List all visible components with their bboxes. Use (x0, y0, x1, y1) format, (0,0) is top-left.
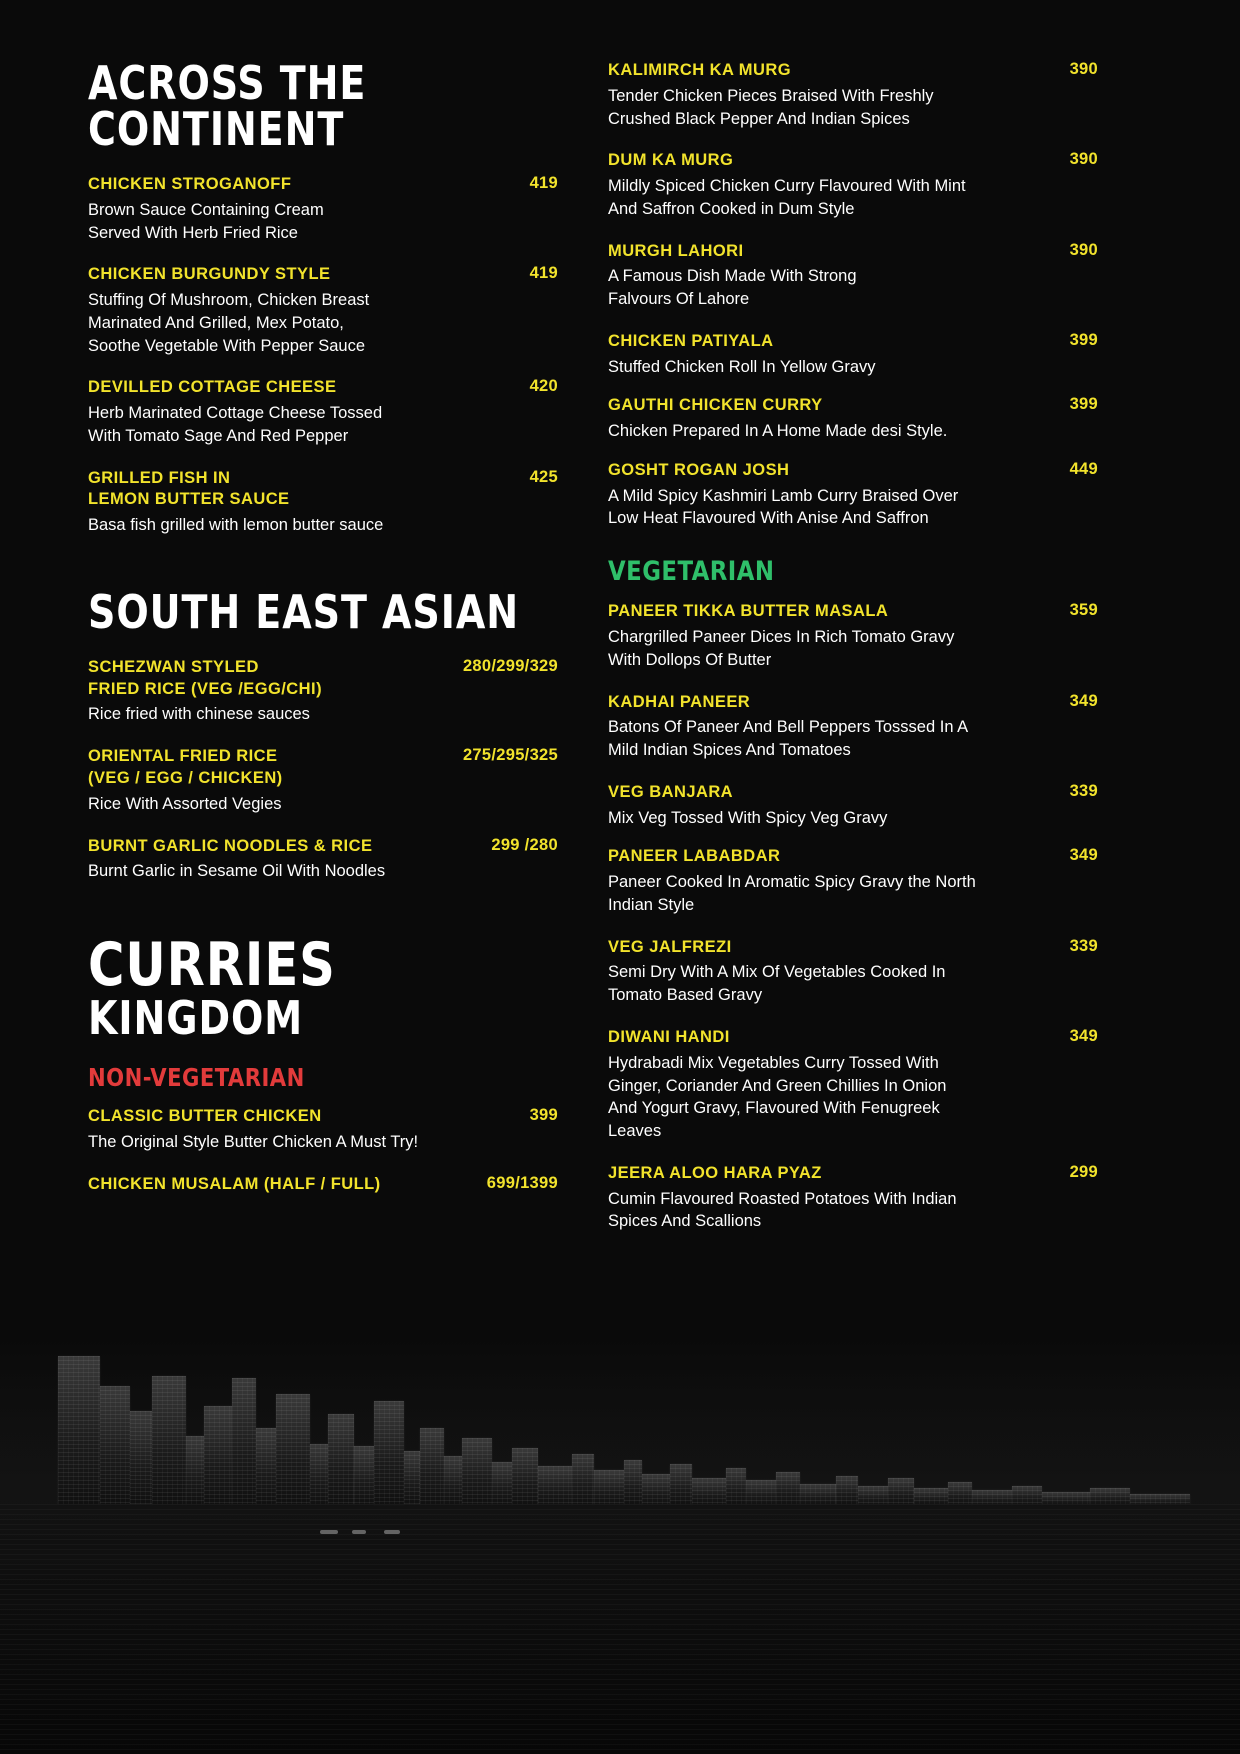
menu-item-name (88, 468, 516, 512)
menu-item-description-line: Paneer Cooked In Aromatic Spicy Gravy the North (608, 873, 976, 892)
menu-item-name: BURNT GARLIC NOODLES & RICE (88, 836, 373, 855)
menu-item-header (88, 657, 558, 701)
menu-item-header (608, 692, 1098, 714)
menu-item-name: KADHAI PANEER (608, 692, 751, 711)
menu-item-header (88, 746, 558, 790)
menu-item-name: DIWANI HANDI (608, 1027, 730, 1046)
menu-item-description-line: With Dollops Of Butter (608, 650, 772, 669)
menu-item-name: PANEER LABABDAR (608, 847, 781, 866)
menu-item-name-line-2: LEMON BUTTER SAUCE (88, 490, 290, 509)
menu-item-description-line: Indian Style (608, 895, 695, 914)
menu-item-name-line-1: ORIENTAL FRIED RICE (88, 747, 278, 766)
menu-item-name: DUM KA MURG (608, 151, 734, 170)
menu-item-description-line: Marinated And Grilled, Mex Potato, (88, 313, 344, 332)
menu-item-header (608, 782, 1098, 804)
menu-item-description-line: Semi Dry With A Mix Of Vegetables Cooked In (608, 963, 946, 982)
menu-item-description-line: Basa fish grilled with lemon butter sauce (88, 516, 384, 535)
menu-item-description-line: Stuffed Chicken Roll In Yellow Gravy (608, 357, 876, 376)
menu-item-header (608, 1027, 1098, 1049)
menu-item-header (88, 468, 558, 512)
menu-item-header (608, 241, 1098, 263)
menu-item-price: 349 (1069, 846, 1098, 865)
menu-item-description-line: Soothe Vegetable With Pepper Sauce (88, 336, 366, 355)
right-column (608, 60, 1098, 1253)
menu-item-name (88, 746, 449, 790)
menu-item-name-line-1: SCHEZWAN STYLED (88, 657, 259, 676)
menu-item (88, 468, 558, 537)
menu-item-price: 275/295/325 (462, 746, 558, 765)
menu-item-header (608, 846, 1098, 868)
menu-item-name: KALIMIRCH KA MURG (608, 61, 792, 79)
boat-light (384, 1530, 400, 1534)
menu-item-header (608, 937, 1098, 959)
menu-item-header (88, 1106, 558, 1128)
menu-item (608, 937, 1098, 1007)
menu-item-description-line: Spices And Scallions (608, 1212, 762, 1231)
menu-item-description-line: Stuffing Of Mushroom, Chicken Breast (88, 291, 370, 310)
menu-item-header (88, 836, 558, 858)
menu-item-description-line: Mild Indian Spices And Tomatoes (608, 741, 851, 760)
menu-item-name: CLASSIC BUTTER CHICKEN (88, 1107, 322, 1126)
menu-item-description-line: Chicken Prepared In A Home Made desi Style. (608, 422, 948, 441)
menu-item-price: 699/1399 (486, 1173, 558, 1192)
menu-item-price: 419 (529, 264, 558, 283)
menu-item-name: VEG JALFREZI (608, 937, 732, 956)
menu-item-name: CHICKEN BURGUNDY STYLE (88, 265, 331, 284)
menu-item-price: 280/299/329 (462, 656, 558, 675)
curries-kingdom-heading (88, 930, 520, 1046)
menu-item-description-line: Ginger, Coriander And Green Chillies In Onion (608, 1076, 947, 1095)
menu-item-name: CHICKEN PATIYALA (608, 331, 774, 350)
section-south-east-asian-title (88, 584, 558, 639)
menu-item-name: MURGH LAHORI (608, 241, 744, 260)
menu-item (608, 241, 1098, 311)
menu-item-description-line: Burnt Garlic in Sesame Oil With Noodles (88, 862, 386, 881)
menu-item-price: 420 (529, 377, 558, 396)
menu-item-price: 419 (529, 174, 558, 192)
menu-item-description-line: And Saffron Cooked in Dum Style (608, 199, 855, 218)
menu-item-name-line-2: (VEG / EGG / CHICKEN) (88, 769, 283, 788)
across-the-continent-heading (88, 56, 520, 156)
menu-item-price: 299 (1069, 1162, 1098, 1181)
menu-item-description-line: Crushed Black Pepper And Indian Spices (608, 109, 910, 128)
menu-item-name: CHICKEN STROGANOFF (88, 175, 292, 193)
menu-item-description-line: Served With Herb Fried Rice (88, 223, 298, 242)
menu-item-name: DEVILLED COTTAGE CHEESE (88, 378, 337, 397)
heading-line-1: ACROSS THE (88, 56, 367, 110)
menu-item (88, 1174, 558, 1196)
menu-item (608, 1163, 1098, 1233)
menu-item-price: 359 (1069, 601, 1098, 620)
menu-item-description-line: Mix Veg Tossed With Spicy Veg Gravy (608, 808, 888, 827)
heading-line-2: CONTINENT (88, 102, 345, 156)
menu-item-description-line: Brown Sauce Containing Cream (88, 200, 324, 219)
menu-item-header (88, 377, 558, 399)
menu-item (88, 174, 558, 244)
menu-item-price: 349 (1069, 691, 1098, 710)
menu-item-description-line: And Yogurt Gravy, Flavoured With Fenugreek (608, 1099, 940, 1118)
menu-item-name: JEERA ALOO HARA PYAZ (608, 1163, 822, 1182)
menu-item-description-line: Tender Chicken Pieces Braised With Freshly (608, 86, 934, 105)
menu-item-description-line: A Famous Dish Made With Strong (608, 267, 857, 286)
menu-item-price: 399 (529, 1106, 558, 1125)
menu-item-description-line: Mildly Spiced Chicken Curry Flavoured With Mint (608, 177, 966, 196)
menu-item (88, 377, 558, 447)
menu-item-name: GAUTHI CHICKEN CURRY (608, 396, 823, 415)
menu-item-name-line-1: GRILLED FISH IN (88, 468, 231, 487)
menu-item-price: 339 (1069, 936, 1098, 955)
menu-item-header (88, 264, 558, 286)
menu-item (608, 460, 1098, 530)
menu-item (608, 846, 1098, 916)
menu-item-description-line: Falvours Of Lahore (608, 290, 750, 309)
menu-item-price: 399 (1069, 395, 1098, 414)
water-surface (0, 1504, 1240, 1754)
menu-item-price: 449 (1069, 459, 1098, 478)
menu-item-description-line: Rice With Assorted Vegies (88, 794, 282, 813)
menu-item-price: 339 (1069, 781, 1098, 800)
heading-line-1: CURRIES (88, 930, 336, 1001)
menu-item-price: 399 (1069, 330, 1098, 349)
skyline-artwork (0, 1334, 1240, 1754)
menu-item (608, 60, 1098, 130)
menu-item-header (608, 460, 1098, 482)
city-skyline (0, 1334, 1240, 1506)
menu-item (88, 836, 558, 884)
menu-item (608, 395, 1098, 443)
menu-item-description-line: Rice fried with chinese sauces (88, 705, 310, 724)
heading-line-2: KINGDOM (88, 991, 304, 1046)
boat-light (320, 1530, 338, 1534)
menu-item-description-line: Leaves (608, 1122, 662, 1141)
menu-item-price: 349 (1069, 1026, 1098, 1045)
menu-item-header (608, 331, 1098, 353)
vegetarian-subheading: VEGETARIAN (608, 556, 775, 588)
menu-item-header (608, 601, 1098, 623)
left-column (88, 56, 558, 1253)
menu-item (88, 657, 558, 726)
menu-item-description-line: The Original Style Butter Chicken A Must Try! (88, 1132, 419, 1151)
menu-item (608, 782, 1098, 830)
menu-item-description-line: A Mild Spicy Kashmiri Lamb Curry Braised Over (608, 486, 959, 505)
menu-item-price: 390 (1069, 60, 1098, 78)
menu-item (88, 1106, 558, 1154)
menu-item-name: GOSHT ROGAN JOSH (608, 460, 790, 479)
non-vegetarian-subheading: NON-VEGETARIAN (88, 1063, 305, 1093)
menu-item-description-line: Herb Marinated Cottage Cheese Tossed (88, 404, 383, 423)
menu-item (608, 331, 1098, 379)
south-east-asian-heading: SOUTH EAST ASIAN (88, 584, 520, 639)
menu-item-header (608, 150, 1098, 172)
menu-item-description-line: With Tomato Sage And Red Pepper (88, 426, 349, 445)
menu-item-header (608, 1163, 1098, 1185)
menu-item (608, 150, 1098, 220)
menu-item-description-line: Cumin Flavoured Roasted Potatoes With Indian (608, 1189, 957, 1208)
menu-item-price: 390 (1069, 240, 1098, 259)
menu-item-name (88, 657, 449, 701)
menu-item-header (88, 174, 558, 196)
menu-item-header (608, 395, 1098, 417)
menu-item-header (88, 1174, 558, 1196)
menu-item-description-line: Tomato Based Gravy (608, 986, 763, 1005)
menu-item (608, 692, 1098, 762)
menu-item (608, 601, 1098, 671)
menu-item-description-line: Low Heat Flavoured With Anise And Saffron (608, 509, 929, 528)
section-curries-kingdom-title (88, 930, 558, 1046)
menu-item-price: 425 (529, 467, 558, 486)
section-across-the-continent-title (88, 56, 558, 156)
menu-item (88, 746, 558, 815)
menu-item-name: CHICKEN MUSALAM (HALF / FULL) (88, 1174, 381, 1193)
menu-item-price: 299 /280 (491, 835, 558, 854)
menu-item (88, 264, 558, 357)
menu-item-name: PANEER TIKKA BUTTER MASALA (608, 602, 889, 621)
menu-item-description-line: Hydrabadi Mix Vegetables Curry Tossed With (608, 1053, 939, 1072)
menu-item-description-line: Chargrilled Paneer Dices In Rich Tomato Gravy (608, 628, 955, 647)
boat-light (352, 1530, 366, 1534)
menu-item-header (608, 60, 1098, 82)
menu-item-name: VEG BANJARA (608, 782, 734, 801)
menu-item-description-line: Batons Of Paneer And Bell Peppers Tosssed In A (608, 718, 969, 737)
menu-item-name-line-2: FRIED RICE (VEG /EGG/CHI) (88, 679, 323, 698)
menu-item (608, 1027, 1098, 1143)
menu-item-price: 390 (1069, 150, 1098, 169)
